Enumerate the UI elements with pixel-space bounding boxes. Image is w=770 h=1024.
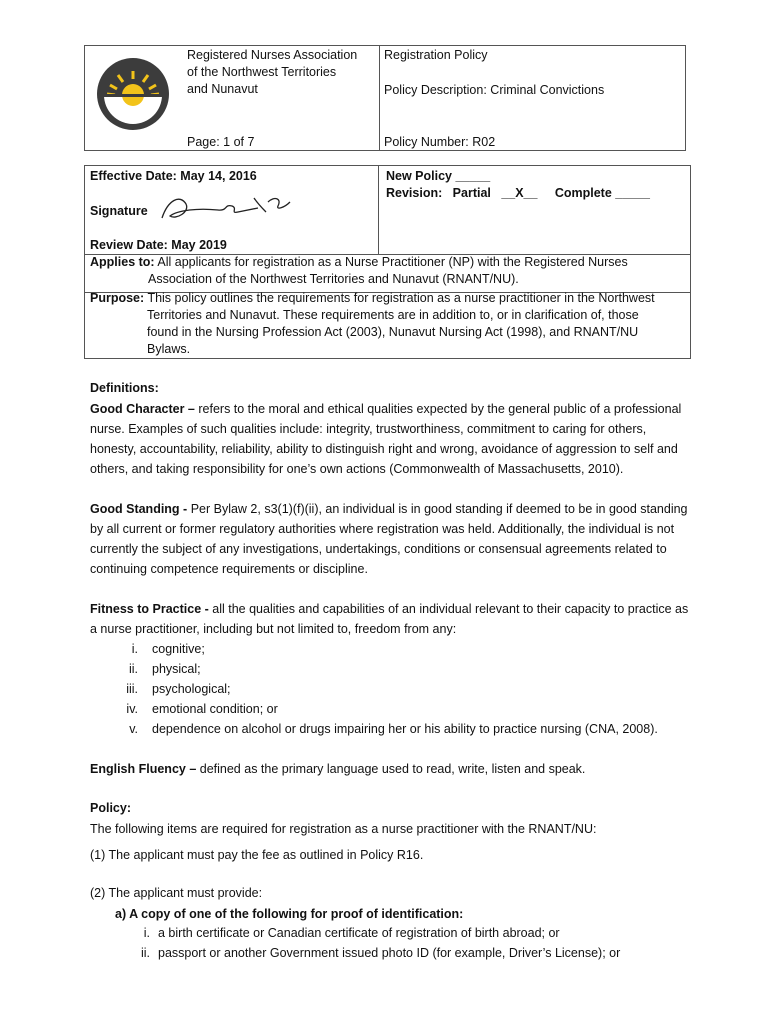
- new-policy: New Policy _____: [386, 169, 491, 183]
- list-item: ii. passport or another Government issued photo ID (for example, Driver’s License); or: [140, 946, 621, 960]
- policy-item-1: (1) The applicant must pay the fee as outlined in Policy R16.: [90, 848, 424, 862]
- registration-policy: Registration Policy: [384, 48, 488, 62]
- fitness-list: [90, 639, 690, 739]
- definition-good-standing: [90, 499, 690, 579]
- applies-label: Applies to:: [90, 255, 155, 269]
- term: Good Character –: [90, 402, 195, 416]
- term: Good Standing -: [90, 502, 188, 516]
- revision: Revision: Partial __X__ Complete _____: [386, 186, 651, 200]
- applies-to: [90, 254, 685, 288]
- policy-number: Policy Number: R02: [384, 135, 496, 149]
- definition-text: refers to the moral and ethical qualities expected by the general public of a professional nurse. Examples of such qualities include: integrity, trustworthiness, commitment to caring for others, honesty, accountability, reliability, ability to distinguish right and wrong, avoidance of aggression to self and others, and taking responsibility for one’s own actions (Commonwealth of Massachusetts, 2010).: [90, 402, 682, 476]
- signature-label: Signature: [90, 204, 148, 218]
- purpose-text-cont: Territories and Nunavut. These requirements are in addition to, or in clarification of, those: [147, 308, 639, 322]
- purpose-text-cont: found in the Nursing Profession Act (2003), Nunavut Nursing Act (1998), and RNANT/NU: [147, 325, 639, 339]
- list-item: iv. emotional condition; or: [126, 702, 278, 716]
- definition-fitness: [90, 599, 690, 639]
- applies-text: All applicants for registration as a Nurse Practitioner (NP) with the Registered Nurses: [157, 255, 628, 269]
- definitions-heading: Definitions:: [90, 381, 159, 395]
- review-date: Review Date: May 2019: [90, 238, 227, 252]
- definition-text: defined as the primary language used to read, write, listen and speak.: [196, 762, 586, 776]
- org-line: Registered Nurses Association: [187, 48, 358, 62]
- policy-intro: The following items are required for registration as a nurse practitioner with the RNANT/NU:: [90, 822, 597, 836]
- term: Fitness to Practice -: [90, 602, 209, 616]
- policy-description: Policy Description: Criminal Convictions: [384, 83, 605, 97]
- applies-text-cont: Association of the Northwest Territories and Nunavut (RNANT/NU).: [148, 272, 519, 286]
- purpose-text: This policy outlines the requirements for registration as a nurse practitioner in the Northwest: [147, 291, 655, 305]
- list-item: i. a birth certificate or Canadian certificate of registration of birth abroad; or: [143, 926, 560, 940]
- organization-logo: [96, 57, 170, 131]
- policy-sub-a: a) A copy of one of the following for proof of identification:: [115, 907, 464, 921]
- definition-text: Per Bylaw 2, s3(1)(f)(ii), an individual is in good standing if deemed to be in good standing by all current or former regulatory authorities where registration was held. Additionally, the individual is not currently the subject of any investigations, undertakings, conditions or consensual agreements related to continuing competence requirements or discipline.: [90, 502, 688, 576]
- page-number: Page: 1 of 7: [187, 135, 255, 149]
- id-list: [90, 923, 690, 963]
- purpose: [90, 290, 685, 358]
- list-item: iii. psychological;: [126, 682, 231, 696]
- definition-good-character: [90, 399, 690, 479]
- definition-text: all the qualities and capabilities of an individual relevant to their capacity to practice as a nurse practitioner, including but not limited to, freedom from any:: [90, 602, 689, 636]
- policy-item-2: (2) The applicant must provide:: [90, 886, 263, 900]
- org-line: of the Northwest Territories: [187, 65, 337, 79]
- purpose-text-cont: Bylaws.: [147, 342, 191, 356]
- definition-english-fluency: [90, 759, 690, 779]
- policy-heading: Policy:: [90, 801, 131, 815]
- org-line: and Nunavut: [187, 82, 258, 96]
- purpose-label: Purpose:: [90, 291, 145, 305]
- list-item: i. cognitive;: [131, 642, 205, 656]
- list-item: ii. physical;: [128, 662, 201, 676]
- effective-date: Effective Date: May 14, 2016: [90, 169, 257, 183]
- list-item: v. dependence on alcohol or drugs impairing her or his ability to practice nursing (CNA, 2008).: [129, 722, 658, 736]
- term: English Fluency –: [90, 762, 197, 776]
- signature-image: [158, 190, 298, 224]
- organization-name: [187, 47, 377, 98]
